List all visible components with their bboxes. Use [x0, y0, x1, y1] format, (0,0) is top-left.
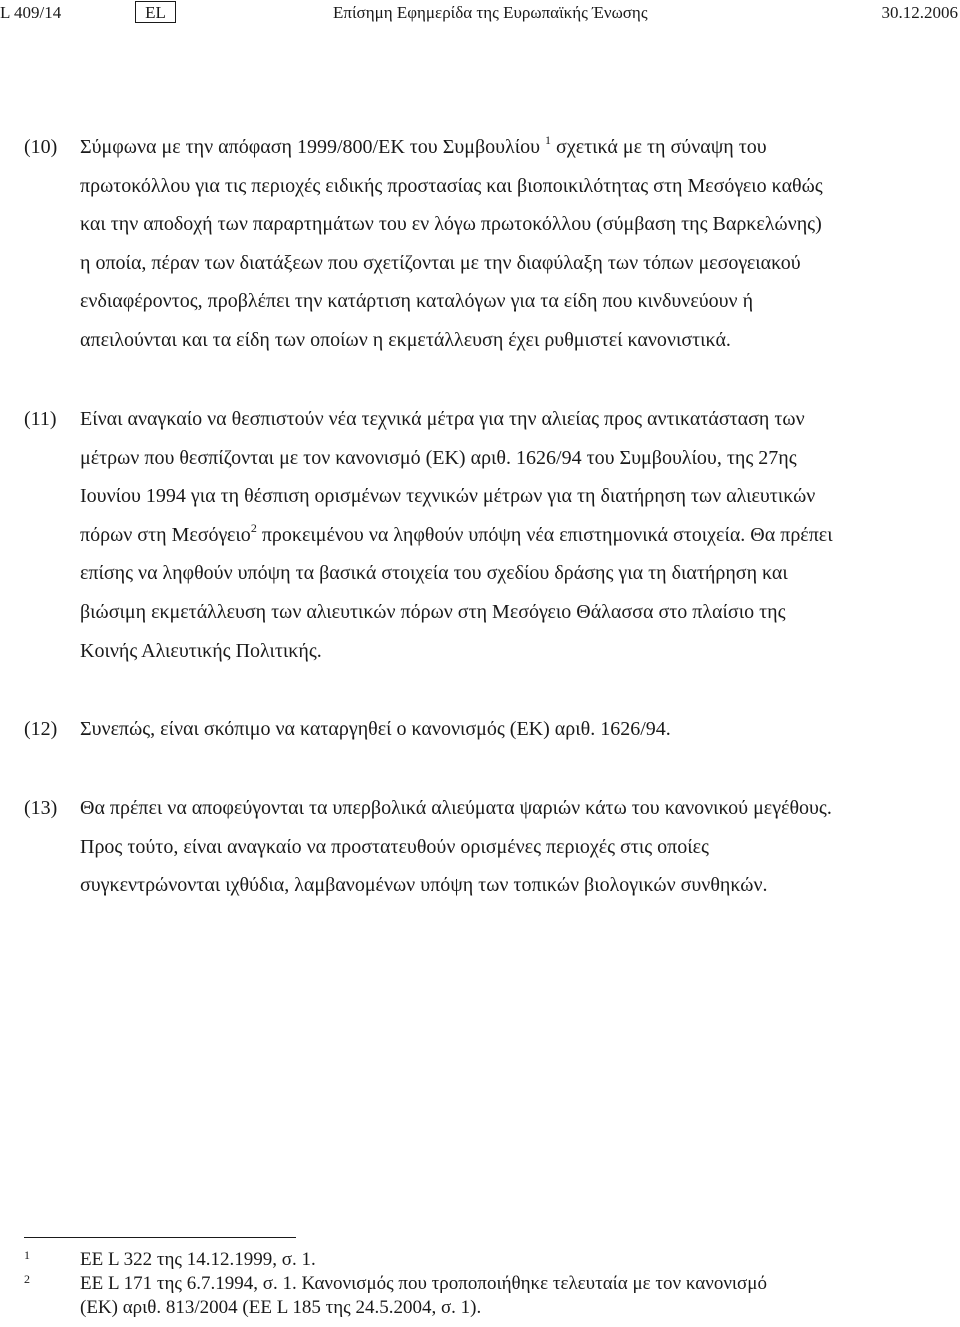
- recital-line: επίσης να ληφθούν υπόψη τα βασικά στοιχεία του σχεδίου δράσης για τη διατήρηση και: [80, 562, 788, 585]
- recital-text: [80, 128, 944, 360]
- footnotes: [24, 1248, 944, 1320]
- recital-12: [24, 710, 944, 749]
- recital-line: απειλούνται και τα είδη των οποίων η εκμετάλλευση έχει ρυθμιστεί κανονιστικά.: [80, 328, 731, 351]
- recital-text: [80, 400, 944, 670]
- recital-number: (13): [24, 797, 58, 819]
- footnote-line: ΕΕ L 322 της 14.12.1999, σ. 1.: [80, 1249, 316, 1270]
- recital-line: Θα πρέπει να αποφεύγονται τα υπερβολικά αλιεύματα ψαριών κάτω του κανονικού μεγέθους.: [80, 797, 832, 819]
- recital-line: Σύμφωνα με την απόφαση 1999/800/ΕΚ του Συμβουλίου $^1$ σχετικά με τη σύναψη του: [80, 133, 767, 158]
- journal-title: Επίσημη Εφημερίδα της Ευρωπαϊκής Ένωσης: [333, 3, 648, 22]
- page-reference: L 409/14: [0, 3, 62, 22]
- recital-text: [80, 710, 944, 749]
- recital-13: [24, 789, 944, 905]
- recital-line: Ιουνίου 1994 για τη θέσπιση ορισμένων τεχνικών μέτρων για τη διατήρηση των αλιευτικών: [80, 485, 816, 508]
- recital-11: [24, 400, 944, 670]
- footnote-number: 2: [24, 1272, 30, 1286]
- recital-line: μέτρων που θεσπίζονται με τον κανονισμό (ΕΚ) αριθ. 1626/94 του Συμβουλίου, της 27ης: [80, 446, 797, 469]
- recital-number: (10): [24, 136, 58, 158]
- recital-10: [24, 128, 944, 360]
- footnote-ref: 1: [545, 133, 552, 147]
- recital-line: Προς τούτο, είναι αναγκαίο να προστατευθούν ορισμένες περιοχές στις οποίες: [80, 835, 709, 858]
- footnote-line: (ΕΚ) αριθ. 813/2004 (ΕΕ L 185 της 24.5.2004, σ. 1).: [80, 1297, 482, 1318]
- recital-number: (11): [24, 408, 57, 430]
- recital-line: ενδιαφέροντος, προβλέπει την κατάρτιση καταλόγων για τα είδη που κινδυνεύουν ή: [80, 290, 754, 313]
- footnote-ref: 2: [250, 520, 257, 535]
- recital-number: (12): [24, 718, 58, 740]
- recital-line: Είναι αναγκαίο να θεσπιστούν νέα τεχνικά μέτρα για την αλιείας προς αντικατάσταση των: [80, 408, 805, 430]
- recital-line: συγκεντρώνονται ιχθύδια, λαμβανομένων υπόψη των τοπικών βιολογικών συνθηκών.: [80, 874, 768, 897]
- recital-line: Κοινής Αλιευτικής Πολιτικής.: [80, 639, 322, 662]
- recital-line: βιώσιμη εκμετάλλευση των αλιευτικών πόρων στη Μεσόγειο Θάλασσα στο πλαίσιο της: [80, 600, 786, 623]
- footnote-number: 1: [24, 1248, 30, 1262]
- recital-line: και την αποδοχή των παραρτημάτων του εν λόγω πρωτοκόλλου (σύμβαση της Βαρκελώνης): [80, 213, 822, 236]
- recital-line: η οποία, πέραν των διατάξεων που σχετίζονται με την διαφύλαξη των τόπων μεσογειακού: [80, 251, 801, 274]
- page-header: [0, 0, 960, 26]
- recital-line: πόρων στη Μεσόγειο$^2$ προκειμένου να ληφθούν υπόψη νέα επιστημονικά στοιχεία. Θα πρέπει: [80, 520, 833, 546]
- footnote-1: [24, 1248, 944, 1272]
- publication-date: 30.12.2006: [881, 3, 958, 22]
- recital-line: πρωτοκόλλου για τις περιοχές ειδικής προστασίας και βιοποικιλότητας στη Μεσόγειο καθώς: [80, 174, 823, 197]
- recital-text: [80, 789, 944, 905]
- footnote-line: ΕΕ L 171 της 6.7.1994, σ. 1. Κανονισμός που τροποποιήθηκε τελευταία με τον κανονισμό: [80, 1273, 767, 1294]
- footnote-separator: [24, 1237, 296, 1238]
- footnote-2: [24, 1272, 944, 1320]
- recital-line: Συνεπώς, είναι σκόπιμο να καταργηθεί ο κανονισμός (ΕΚ) αριθ. 1626/94.: [80, 718, 671, 740]
- language-code-box: EL: [135, 1, 176, 23]
